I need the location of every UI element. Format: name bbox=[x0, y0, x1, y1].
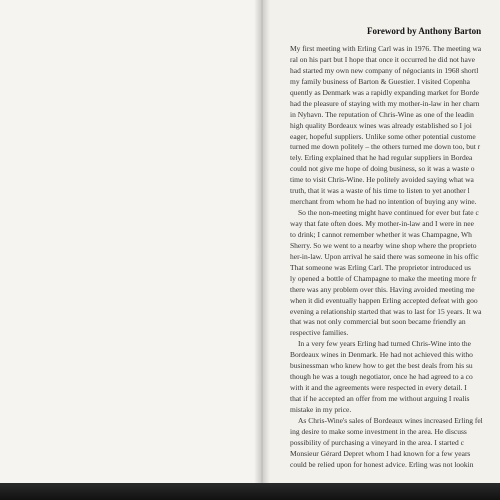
body-line: Monsieur Gérard Depret whom I had known for a few years bbox=[290, 448, 471, 458]
body-line: ral on his part but I hope that once it occurred he did not have bbox=[290, 54, 475, 64]
imprint-block bbox=[0, 343, 260, 417]
page-title: Foreword by Anthony Barton bbox=[367, 26, 482, 36]
body-line: time to visit Chris-Wine. He politely avoided saying what wa bbox=[290, 175, 474, 185]
imprint-line bbox=[0, 343, 260, 354]
body-line: could not give me hope of doing business, so it was a waste o bbox=[290, 164, 475, 174]
body-line: way that fate often does. My mother-in-law and I were in nee bbox=[290, 219, 474, 228]
body-line: evening a relationship started that was to last for 15 years. It wa bbox=[290, 306, 482, 316]
body-line: that if he accepted an offer from me without arguing I realis bbox=[290, 394, 470, 403]
body-line: merchant from whom he had no intention of buying any wine. bbox=[290, 197, 477, 207]
body-line: there was any problem over this. Having avoided meeting me bbox=[290, 284, 475, 294]
imprint-line bbox=[0, 396, 260, 407]
foreword-body bbox=[290, 44, 500, 471]
body-line: had started my own new company of négociants in 1968 shortl bbox=[290, 65, 479, 75]
imprint-line bbox=[0, 385, 260, 396]
body-line: Sherry. So we went to a nearby wine shop where the proprieto bbox=[290, 240, 477, 250]
body-line: That someone was Erling Carl. The proprietor introduced us bbox=[290, 262, 471, 272]
body-line: eager, hopeful suppliers. Unlike some other potential custome bbox=[290, 131, 476, 141]
imprint-line bbox=[0, 354, 260, 365]
body-line: mistake in my price. bbox=[290, 404, 352, 414]
body-line: though he was a tough negotiator, once he had agreed to a co bbox=[290, 372, 473, 382]
imprint-line bbox=[0, 375, 260, 386]
body-line: respective families. bbox=[290, 328, 349, 338]
book-gutter bbox=[254, 0, 270, 483]
body-line: turned me down politely – the others turned me down too, but r bbox=[290, 142, 481, 152]
body-line: ly opened a bottle of Champagne to make the meeting more fr bbox=[290, 273, 477, 283]
body-line: businessman who knew how to get the best deals from his su bbox=[290, 361, 473, 371]
body-line: to drink; I cannot remember whether it was Champagne, Wh bbox=[290, 229, 472, 239]
body-line: when it did eventually happen Erling accepted defeat with goo bbox=[290, 295, 478, 305]
body-line: her-in-law. Upon arrival he said there was someone in his offic bbox=[290, 251, 479, 261]
body-line: had the pleasure of staying with my mother-in-law in her charn bbox=[290, 98, 480, 108]
body-line: quently as Denmark was a rapidly expanding market for Borde bbox=[290, 87, 479, 97]
body-line: with it and the agreements were respected in every detail. I bbox=[290, 383, 467, 393]
body-line: ing desire to make some investment in the area. He discuss bbox=[290, 426, 467, 436]
body-line: could be relied upon for honest advice. Erling was not lookin bbox=[290, 459, 474, 469]
body-line: tely. Erling explained that he had regular suppliers in Bordea bbox=[290, 153, 473, 163]
imprint-line bbox=[0, 407, 260, 418]
body-line: that was not only commercial but soon became friendly an bbox=[290, 317, 466, 327]
body-line: in Nyhavn. The reputation of Chris-Wine as one of the leadin bbox=[290, 109, 474, 119]
body-line: So the non-meeting might have continued for ever but fate c bbox=[298, 208, 479, 218]
body-line: truth, that it was a waste of his time to listen to yet another l bbox=[290, 186, 470, 196]
background-edge bbox=[0, 483, 500, 500]
imprint-line bbox=[0, 364, 260, 375]
body-line: Bordeaux wines in Denmark. He had not achieved this witho bbox=[290, 350, 473, 360]
body-line: high quality Bordeaux wines was already established so I joi bbox=[290, 120, 472, 130]
body-line: my family business of Barton & Guestier. I visited Copenha bbox=[290, 76, 470, 86]
body-line: My first meeting with Erling Carl was in 1976. The meeting wa bbox=[290, 44, 482, 53]
body-line: In a very few years Erling had turned Chris-Wine into the bbox=[298, 339, 471, 349]
body-line: As Chris-Wine's sales of Bordeaux wines increased Erling fel bbox=[298, 415, 483, 425]
body-line: possibility of purchasing a vineyard in the area. I started c bbox=[290, 437, 464, 447]
